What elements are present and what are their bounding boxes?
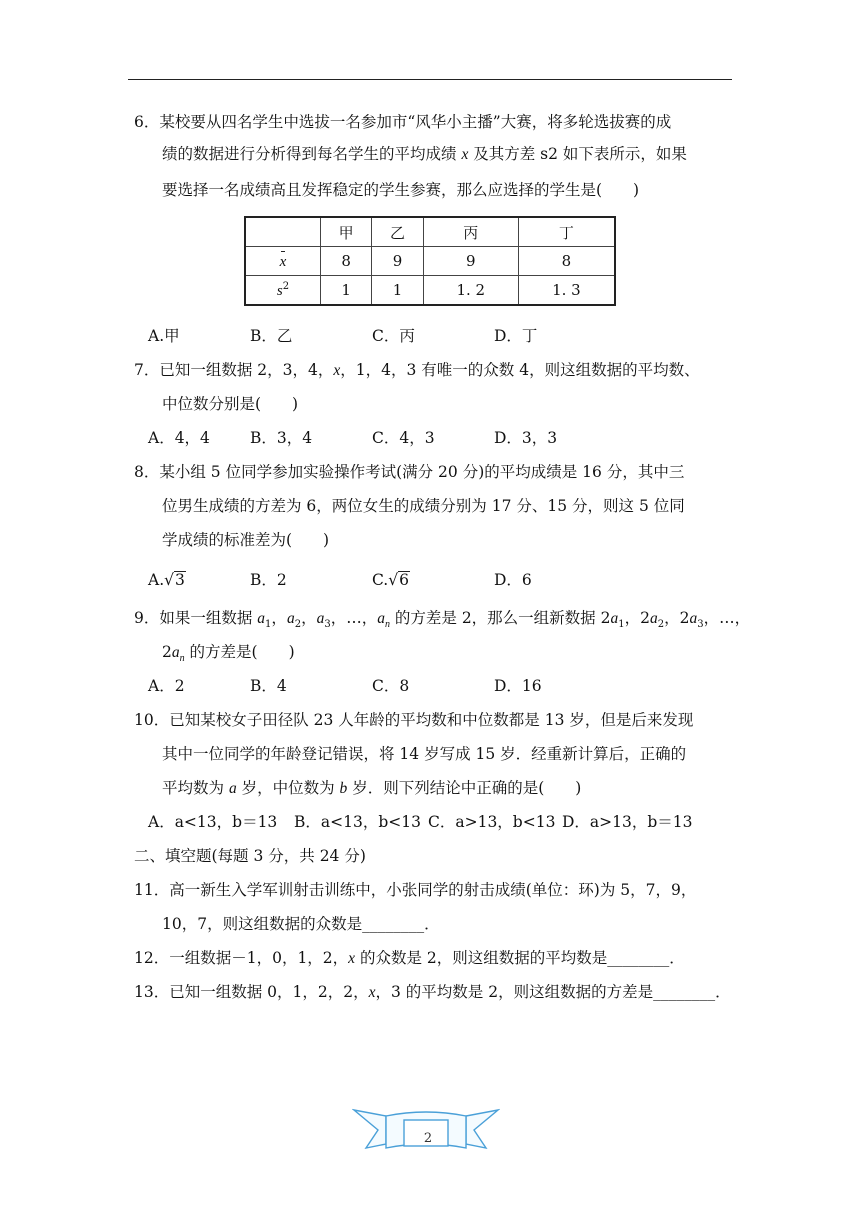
- table-header-ding: 丁: [518, 217, 615, 247]
- q12-line: 12．一组数据－1，0，1，2，x 的众数是 2，则这组数据的平均数是________．: [134, 949, 685, 967]
- table-header-bing: 丙: [423, 217, 518, 247]
- table-cell: 1: [321, 276, 372, 306]
- table-header-yi: 乙: [372, 217, 423, 247]
- q8-line-2: 位男生成绩的方差为 6，两位女生的成绩分别为 17 分、15 分，则这 5 位同: [162, 497, 685, 515]
- q8-option-d: D．6: [494, 571, 532, 589]
- q10-option-d: D．a>13，b＝13: [562, 813, 693, 831]
- q9-option-c: C．8: [372, 677, 410, 695]
- q6-line-2: 绩的数据进行分析得到每名学生的平均成绩 x 及其方差 s2 如下表所示，如果: [162, 145, 687, 163]
- page-number: 2: [423, 1131, 433, 1146]
- q11-line-1: 11．高一新生入学军训射击训练中，小张同学的射击成绩(单位：环)为 5，7，9，: [134, 881, 697, 899]
- row-label-mean: [245, 247, 321, 276]
- table-cell: 8: [321, 247, 372, 276]
- q6-line-3: 要选择一名成绩高且发挥稳定的学生参赛，那么应选择的学生是( ): [162, 181, 640, 199]
- q13-line: 13．已知一组数据 0，1，2，2，x，3 的平均数是 2，则这组数据的方差是________．: [134, 983, 731, 1001]
- q8-line-1: 8．某小组 5 位同学参加实验操作考试(满分 20 分)的平均成绩是 16 分，其中三: [134, 463, 685, 481]
- q6-line-1: 6．某校要从四名学生中选拔一名参加市“风华小主播”大赛，将多轮选拔赛的成: [134, 113, 672, 131]
- table-row: [245, 276, 615, 306]
- q7-option-a: A．4，4: [148, 429, 210, 447]
- q7-option-d: D．3，3: [494, 429, 558, 447]
- row-label-variance: $s^2$: [245, 276, 321, 306]
- table-cell: 8: [518, 247, 615, 276]
- table-row: [245, 217, 615, 247]
- q7-line-1: 7．已知一组数据 2，3，4，x，1，4，3 有唯一的众数 4，则这组数据的平均数、: [134, 361, 700, 379]
- table-row: [245, 247, 615, 276]
- q9-line-2: $2a_n$ 的方差是( ): [162, 643, 295, 665]
- section-heading-fill-blank: 二、填空题(每题 3 分，共 24 分): [134, 847, 366, 865]
- header-rule: [128, 79, 732, 80]
- q9-option-d: D．16: [494, 677, 542, 695]
- q8-option-b: B．2: [250, 571, 287, 589]
- q10-option-c: C．a>13，b<13: [428, 813, 556, 831]
- q8-option-a: A.√3: [148, 571, 185, 589]
- q10-option-a: A．a<13，b＝13: [148, 813, 278, 831]
- table-cell: 9: [372, 247, 423, 276]
- stats-table: [244, 216, 616, 306]
- table-cell: 1. 2: [423, 276, 518, 306]
- q11-line-2: 10，7，则这组数据的众数是________．: [162, 915, 440, 933]
- q6-option-a: A.甲: [148, 327, 180, 345]
- q9-option-b: B．4: [250, 677, 287, 695]
- q6-option-d: D．丁: [494, 327, 538, 345]
- q6-option-b: B．乙: [250, 327, 293, 345]
- q7-option-b: B．3，4: [250, 429, 313, 447]
- q7-line-2: 中位数分别是( ): [162, 395, 299, 413]
- q10-line-3: 平均数为 a 岁，中位数为 b 岁．则下列结论中正确的是( ): [162, 779, 582, 797]
- q10-line-1: 10．已知某校女子田径队 23 人年龄的平均数和中位数都是 13 岁，但是后来发现: [134, 711, 694, 729]
- table-header-jia: 甲: [321, 217, 372, 247]
- q9-line-1: 9．如果一组数据 $a_1$，$a_2$，$a_3$，…，$a_n$ 的方差是 2，那么一组新数据 $2a_1$，$2a_2$，$2a_3$，…，: [134, 609, 751, 631]
- q8-option-c: C.√6: [372, 571, 409, 589]
- x-bar-symbol: x: [279, 253, 287, 270]
- table-cell: 1. 3: [518, 276, 615, 306]
- q10-option-b: B．a<13，b<13: [294, 813, 421, 831]
- table-cell: 9: [423, 247, 518, 276]
- q6-option-c: C．丙: [372, 327, 415, 345]
- q9-option-a: A．2: [148, 677, 185, 695]
- q7-option-c: C．4，3: [372, 429, 435, 447]
- table-cell: 1: [372, 276, 423, 306]
- table-cell: [245, 217, 321, 247]
- q8-line-3: 学成绩的标准差为( ): [162, 531, 330, 549]
- q10-line-2: 其中一位同学的年龄登记错误，将 14 岁写成 15 岁．经重新计算后，正确的: [162, 745, 687, 763]
